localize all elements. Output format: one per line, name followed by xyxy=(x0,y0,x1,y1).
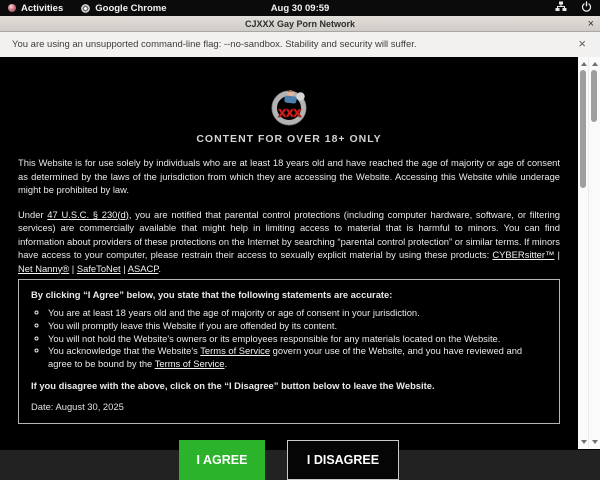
p2-period: . xyxy=(158,262,161,274)
page-title: CONTENT FOR OVER 18+ ONLY xyxy=(196,133,382,145)
app-menu-google-chrome[interactable] xyxy=(81,3,166,14)
inner-scroll-up-button[interactable] xyxy=(578,59,589,69)
activities-label: Activities xyxy=(21,2,64,14)
chrome-icon xyxy=(81,4,90,13)
network-tree-icon[interactable] xyxy=(555,1,567,15)
inner-scroll-down-button[interactable] xyxy=(578,437,589,447)
window-close-button[interactable]: × xyxy=(587,18,594,30)
window-title-bar xyxy=(0,16,600,32)
record-dot-icon xyxy=(8,4,16,12)
agreement-lead: By clicking “I Agree” below, you state that the following statements are accurate: xyxy=(31,289,393,300)
terms-of-service-link[interactable]: Terms of Service xyxy=(200,345,271,357)
top-bar-left xyxy=(8,3,167,14)
terms-of-service-link-2[interactable]: Terms of Service xyxy=(154,358,225,370)
intro-paragraph: This Website is for use solely by individuals who are at least 18 years old and have reached the age of majority or age of consent as determined by the laws of the jurisdiction from which they are accessing the Website. Accessing this Website while underage might be prohibited by law. xyxy=(18,157,560,195)
p2-after: , you are notified that parental control protections (including computer hardware, software, or filtering services) are commercially available that might help in limiting access to material that is harmful to minors. You can find information about providers of these protections on the Internet by searching “parental control protection” or similar terms. If minors have access to your computer, please restrain their access to sexually explicit material by using these products: xyxy=(18,208,560,260)
statute-link[interactable]: 47 U.S.C. § 230(d) xyxy=(47,208,129,220)
product-link-netnanny[interactable]: Net Nanny® xyxy=(18,262,70,274)
tos-middle: govern your use of the Website, and you have reviewed and agree to be bound by the xyxy=(48,345,523,370)
down-arrow-icon xyxy=(581,440,587,444)
activities-button[interactable] xyxy=(8,3,63,14)
product-link-safetonet[interactable]: SafeToNet xyxy=(76,262,121,274)
infobar-close-icon[interactable]: × xyxy=(578,36,586,51)
agreement-bullet-list xyxy=(31,307,547,371)
up-arrow-icon xyxy=(592,62,598,66)
tos-end: . xyxy=(224,358,228,370)
bullet-terms xyxy=(48,345,547,371)
down-arrow-icon xyxy=(592,440,598,444)
product-separator: | xyxy=(554,249,560,260)
tos-before: You acknowledge that the Website's xyxy=(48,345,201,357)
site-logo xyxy=(269,87,309,127)
product-link-asacp[interactable]: ASACP xyxy=(127,262,159,274)
product-link-cybersitter[interactable]: CYBERsitter™ xyxy=(492,249,555,260)
sandbox-warning-infobar xyxy=(0,32,600,57)
disagree-note: If you disagree with the above, click on the “I Disagree” button below to leave the Website. xyxy=(31,379,435,391)
outer-scrollbar[interactable] xyxy=(589,57,600,449)
bullet-leave: ◦ You will promptly leave this Website if you are offended by its content. xyxy=(48,320,547,333)
consent-buttons xyxy=(18,440,560,480)
browser-viewport xyxy=(0,57,600,467)
product-separator: | xyxy=(69,262,77,274)
infobar-message: You are using an unsupported command-line flag: --no-sandbox. Stability and security will suffer. xyxy=(12,39,417,50)
outer-scrollbar-thumb[interactable] xyxy=(591,70,597,122)
up-arrow-icon xyxy=(581,62,587,66)
outer-scroll-up-button[interactable] xyxy=(589,59,600,69)
clock[interactable]: Aug 30 09:59 xyxy=(270,2,330,14)
bullet-age: ◦ You are at least 18 years old and the age of majority or age of consent in your jurisdiction. xyxy=(48,307,547,320)
product-separator: | xyxy=(120,262,128,274)
date-line: Date: August 30, 2025 xyxy=(31,400,124,412)
i-disagree-button[interactable]: I DISAGREE xyxy=(287,440,399,480)
logo-xxx-text: xxx xyxy=(277,105,301,121)
agreement-box xyxy=(18,279,560,424)
outer-scroll-down-button[interactable] xyxy=(589,437,600,447)
scrollbar-strip xyxy=(578,57,600,449)
p2-before: Under xyxy=(18,208,48,220)
top-bar-right xyxy=(555,1,592,15)
inner-scrollbar[interactable] xyxy=(578,57,589,449)
gnome-top-bar xyxy=(0,0,600,16)
app-menu-label: Google Chrome xyxy=(95,2,167,14)
window-title: CJXXX Gay Porn Network xyxy=(244,18,356,29)
inner-scrollbar-thumb[interactable] xyxy=(580,70,586,188)
i-agree-button[interactable]: I AGREE xyxy=(179,440,265,480)
bullet-liability: ◦ You will not hold the Website's owners or its employees responsible for any materials located on the Website. xyxy=(48,333,547,346)
age-gate-page xyxy=(0,57,578,467)
logo-dot xyxy=(296,92,304,100)
parental-control-paragraph xyxy=(18,208,560,276)
power-icon[interactable] xyxy=(581,1,592,15)
